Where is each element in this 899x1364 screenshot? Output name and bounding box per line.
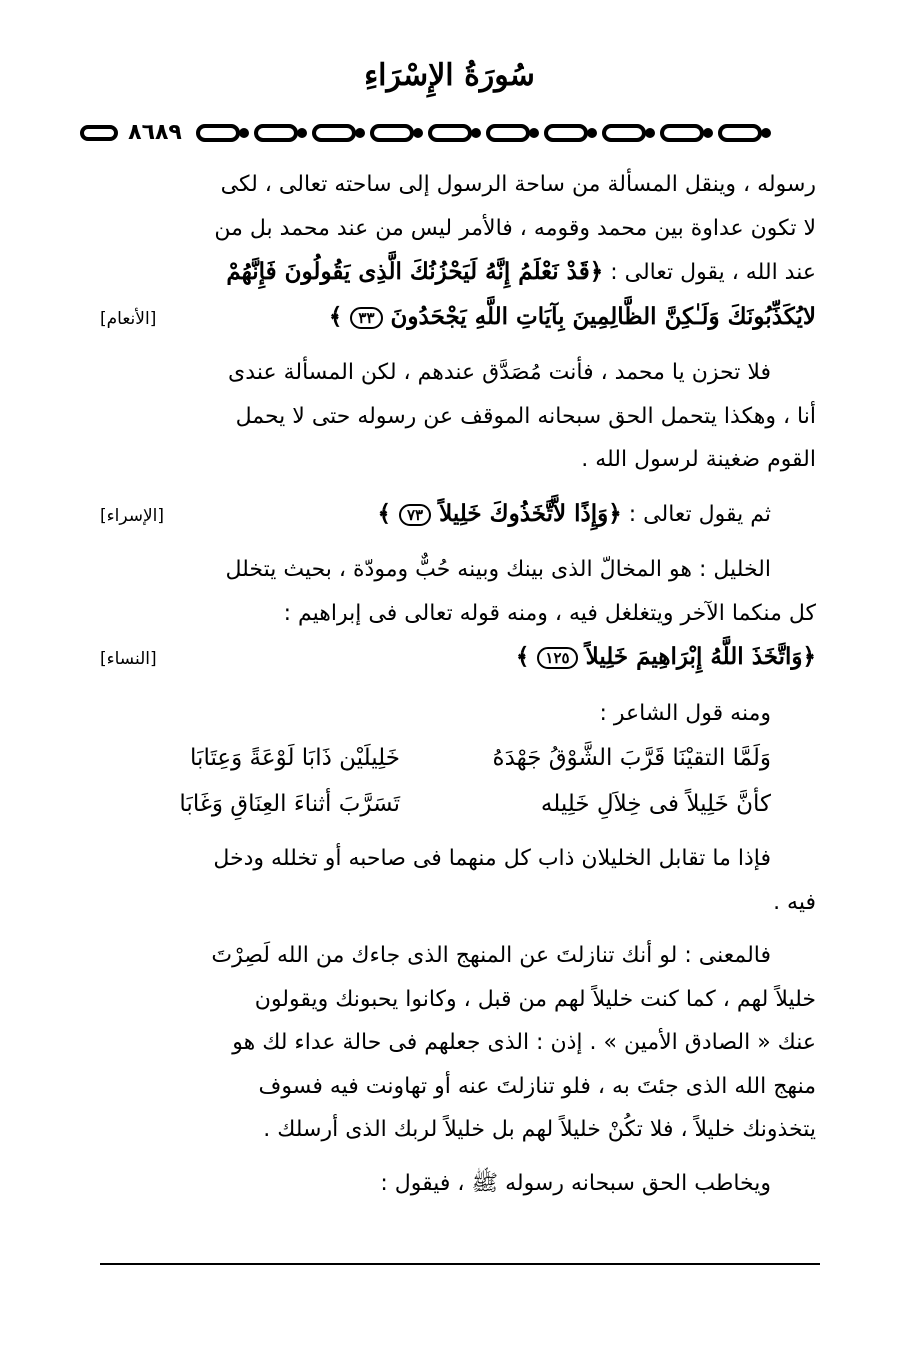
surah-reference: [الأنعام] xyxy=(100,308,157,329)
ornament-dot xyxy=(473,130,479,136)
ornament-dot xyxy=(589,130,595,136)
footer-rule xyxy=(100,1263,820,1265)
poem-verse xyxy=(100,781,816,827)
paragraph-1 xyxy=(100,163,816,295)
poem-verse xyxy=(100,735,816,781)
ornament-link xyxy=(198,126,238,140)
text-line: كل منكما الآخر ويتغلغل فيه ، ومنه قوله تعالى فى إبراهيم : xyxy=(283,600,816,626)
poem-hemistich: خَلِيلَيْن ذَابَا لَوْعَةً وَعِتَابَا xyxy=(190,745,400,771)
paragraph-2 xyxy=(100,351,816,482)
ornament-dot xyxy=(763,130,769,136)
main-text xyxy=(100,163,816,1205)
ornament-link xyxy=(662,126,702,140)
text-line: فالمعنى : لو أنك تنازلتَ عن المنهج الذى جاءك من الله لَصِرْتَ xyxy=(211,943,771,968)
text-line: لا تكون عداوة بين محمد وقومه ، فالأمر ليس من عند محمد بل من xyxy=(214,215,816,241)
verse-line xyxy=(100,492,816,539)
text-line: عنك « الصادق الأمين » . إذن : الذى جعلهم فى حالة عداء لك هو xyxy=(232,1030,816,1055)
text-line: ثم يقول تعالى : xyxy=(621,501,771,527)
quran-verse: لايُكَذِّبُونَكَ وَلَـٰكِنَّ الظَّالِمِينَ بِآيَاتِ اللَّهِ يَجْحَدُونَ ٣٣ ﴾ xyxy=(328,302,816,330)
ornament-dot xyxy=(357,130,363,136)
ayah-number: ٣٣ xyxy=(350,307,382,329)
text-line: رسوله ، وينقل المسألة من ساحة الرسول إلى ساحته تعالى ، لكى xyxy=(220,172,816,197)
quran-verse: ﴿قَدْ نَعْلَمُ إِنَّهُ لَيَحْزُنُكَ الَّذِى يَقُولُونَ فَإِنَّهُمْ xyxy=(226,258,604,285)
text-line: القوم ضغينة لرسول الله . xyxy=(581,447,816,472)
ornament-link xyxy=(256,126,296,140)
ornament-link xyxy=(372,126,412,140)
ornament-link xyxy=(720,126,760,140)
paragraph-6 xyxy=(100,837,816,924)
paragraph-7 xyxy=(100,934,816,1152)
paragraph-4 xyxy=(100,548,816,635)
poem-hemistich: تَسَرَّبَ أثناءَ العِنَاقِ وَغَابَا xyxy=(179,791,400,817)
verse-line xyxy=(100,295,816,342)
text-line: يتخذونك خليلاً ، فلا تكُنْ خليلاً لهم بل خليلاً لربك الذى أرسلك . xyxy=(263,1117,816,1142)
ornament-link xyxy=(488,126,528,140)
poem-hemistich: كأنَّ خَلِيلاً فى خِلاَلِ خَلِيله xyxy=(540,791,771,817)
surah-reference: [الإسراء] xyxy=(100,505,165,526)
ayah-number: ٧٣ xyxy=(399,504,431,526)
paragraph-8: ويخاطب الحق سبحانه رسوله ﷺ ، فيقول : xyxy=(380,1170,771,1196)
verse-line xyxy=(100,635,816,682)
ornament-link xyxy=(430,126,470,140)
ornament-dot xyxy=(241,130,247,136)
text-line: عند الله ، يقول تعالى : xyxy=(603,260,816,285)
text-line: فلا تحزن يا محمد ، فأنت مُصَدَّق عندهم ، لكن المسألة عندى xyxy=(228,360,771,385)
text-line: خليلاً لهم ، كما كنت خليلاً لهم من قبل ، وكانوا يحبونك ويقولون xyxy=(254,986,816,1012)
text-line: منهج الله الذى جئتَ به ، فلو تنازلتَ عنه أو تهاونت فيه فسوف xyxy=(258,1073,816,1099)
ornament-link xyxy=(314,126,354,140)
poem-hemistich: وَلَمَّا التقيْنَا قَرَّبَ الشَّوْقُ جَهْدَهُ xyxy=(492,745,771,771)
ornament-link xyxy=(546,126,586,140)
ornament-dot xyxy=(531,130,537,136)
ornament-dot xyxy=(415,130,421,136)
poem-intro: ومنه قول الشاعر : xyxy=(599,700,771,726)
quran-verse: ﴿وَإِذًا لاَّتَّخَذُوكَ خَلِيلاً ٧٣ ﴾ xyxy=(377,499,622,527)
ornament-link xyxy=(604,126,644,140)
ornament-link xyxy=(82,127,116,139)
ayah-number: ١٢٥ xyxy=(537,647,577,669)
ornament-dot xyxy=(705,130,711,136)
ornament-dot xyxy=(299,130,305,136)
surah-title: سُورَةُ الإِسْرَاءِ xyxy=(364,58,535,93)
page-number: ٨٦٨٩ xyxy=(120,119,190,147)
ornament-dot xyxy=(647,130,653,136)
text-line: فإذا ما تقابل الخليلان ذاب كل منهما فى صاحبه أو تخلله ودخل xyxy=(213,846,771,871)
text-line: الخليل : هو المخالّ الذى بينك وبينه حُبٌّ ومودّة ، بحيث يتخلل xyxy=(225,557,771,582)
text-line: فيه . xyxy=(773,889,816,915)
surah-reference: [النساء] xyxy=(100,649,157,669)
quran-verse: ﴿وَاتَّخَذَ اللَّهُ إِبْرَاهِيمَ خَلِيلاً ١٢٥ ﴾ xyxy=(515,643,816,670)
text-line: أنا ، وهكذا يتحمل الحق سبحانه الموقف عن رسوله حتى لا يحمل xyxy=(235,403,816,429)
